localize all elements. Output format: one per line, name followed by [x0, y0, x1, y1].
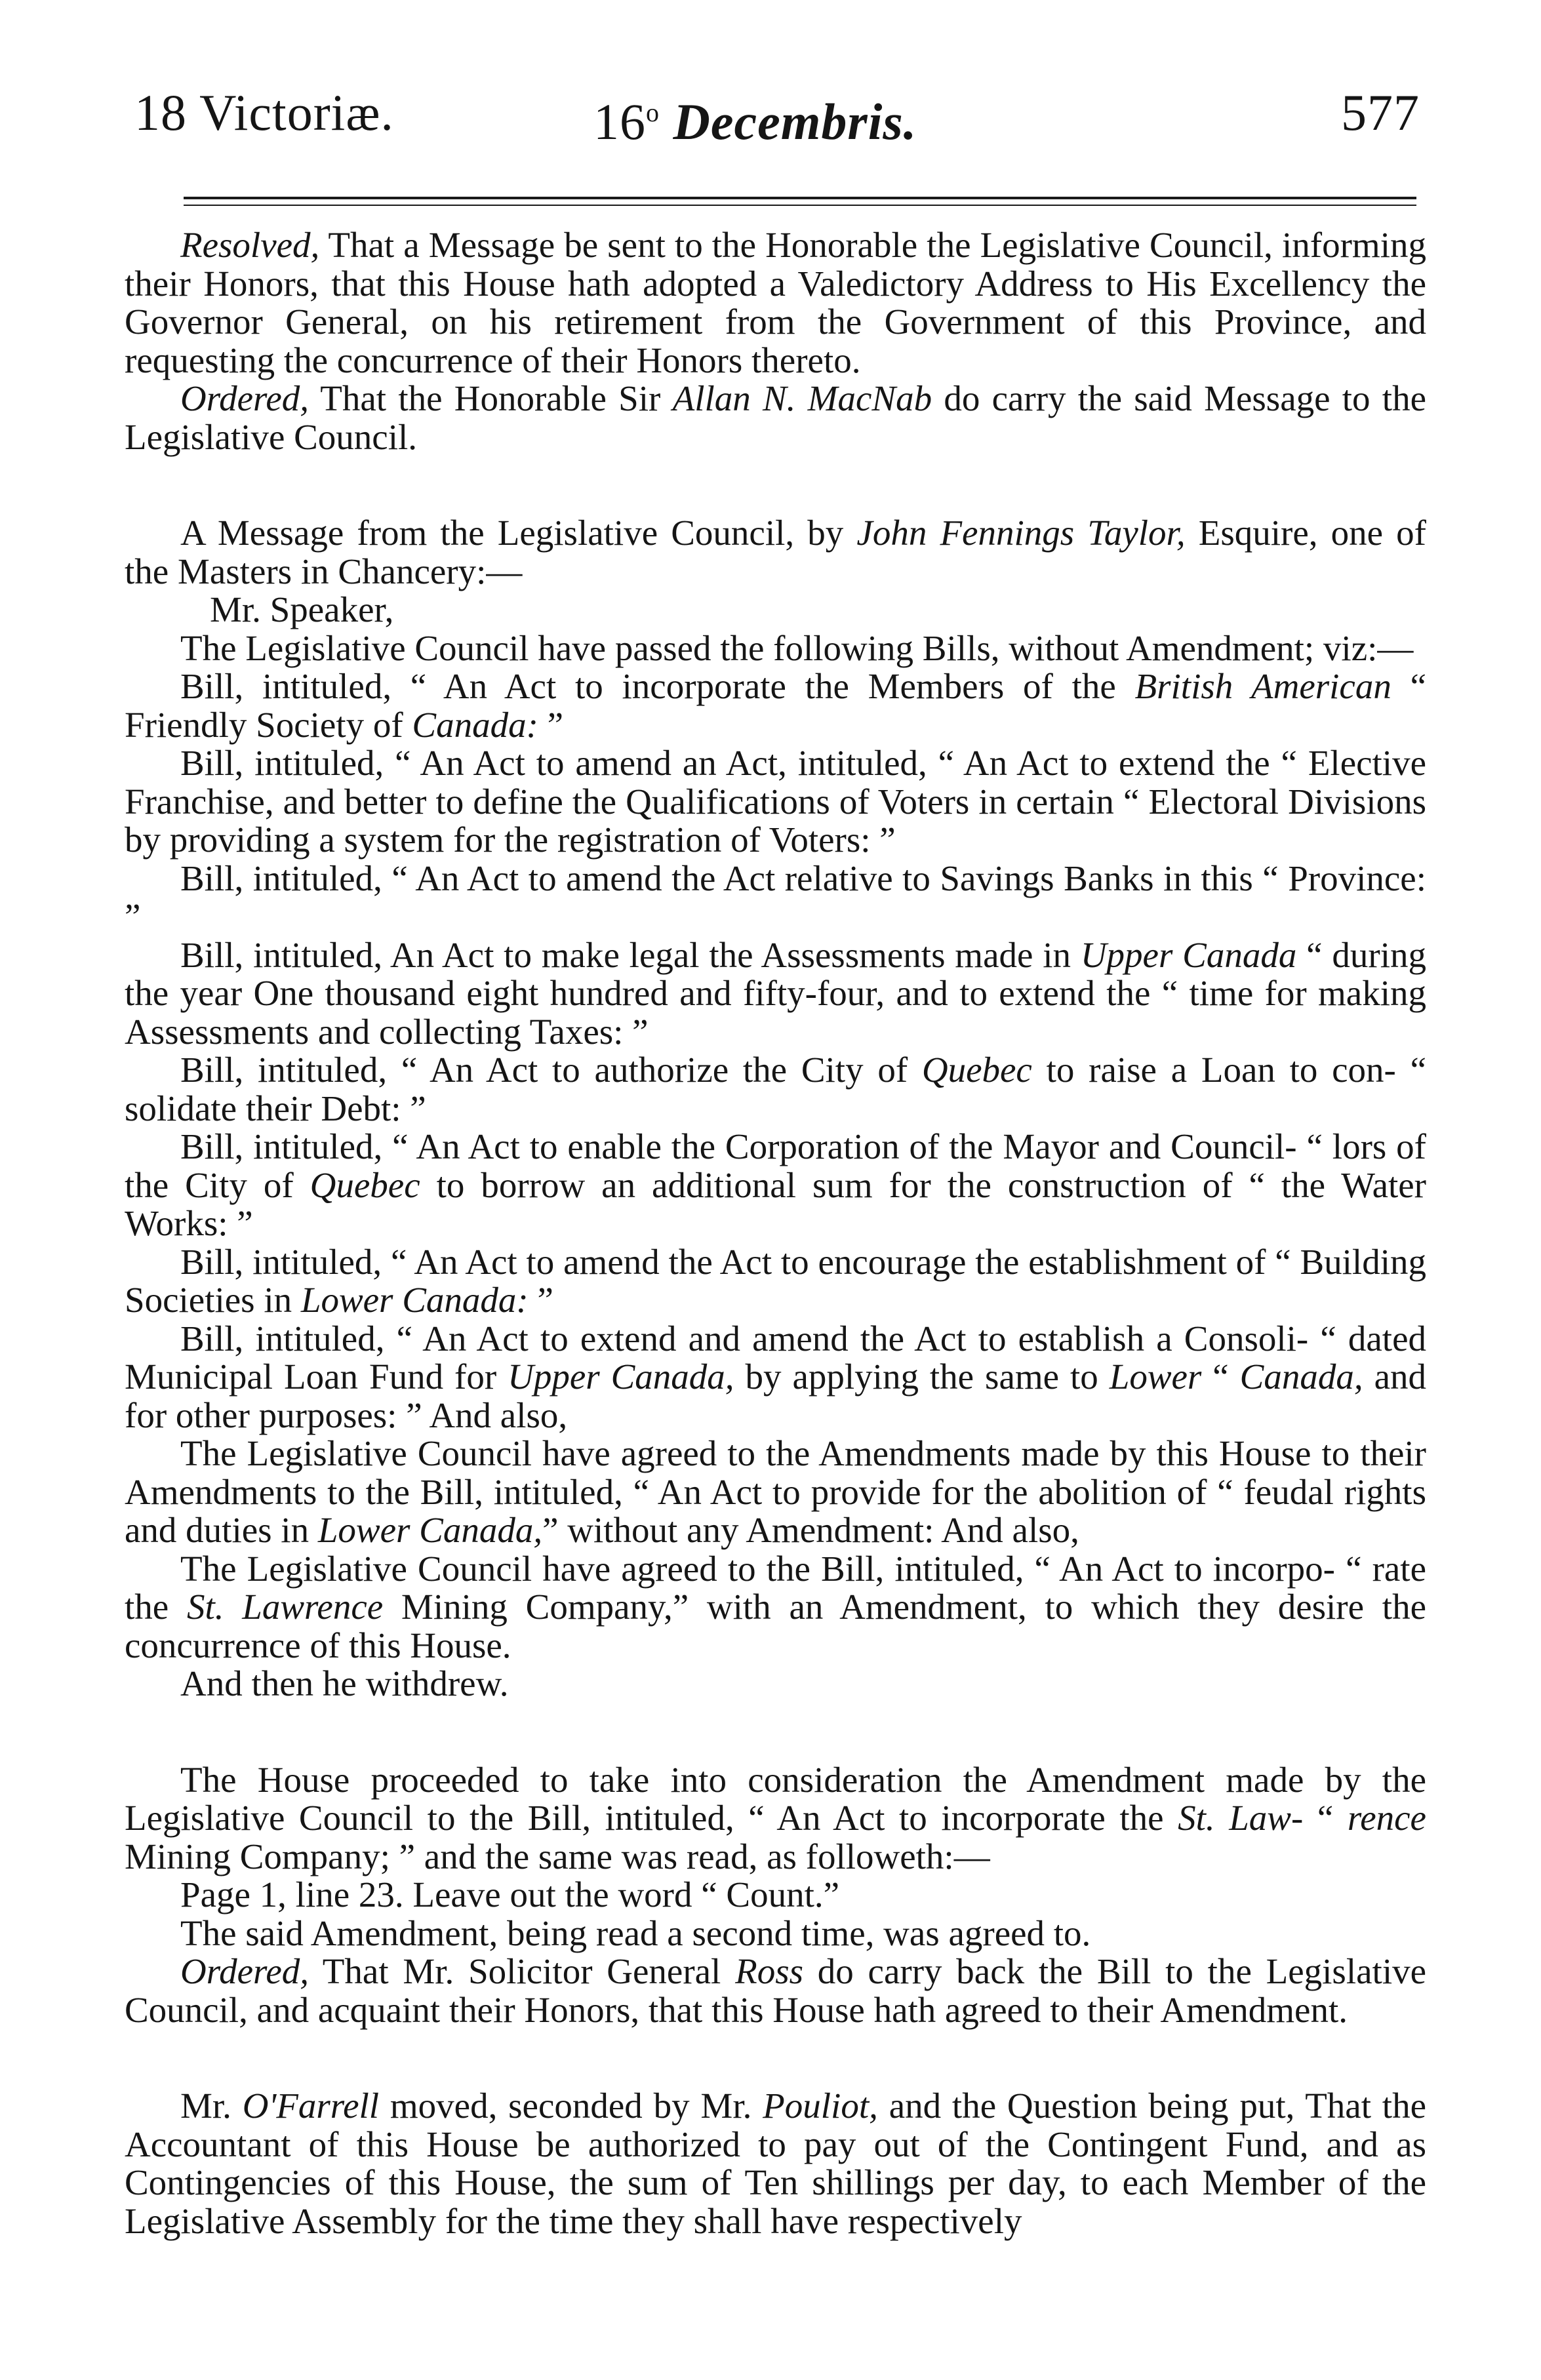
order-paragraph — [125, 380, 1426, 456]
bill-italic: Upper Canada, — [508, 1357, 734, 1397]
bill-text: Bill, intituled, “ An Act to incorporate the Members of the — [180, 666, 1135, 706]
resolution-paragraph — [125, 226, 1426, 380]
resolution-text: That a Message be sent to the Honorable the Legislative Council, informing their Honors, that this House hath adopted a Valedictory Address to His Excellency the Governor General, on his retirement from the Government of this Province, and requesting the concurrence of their Honors thereto. — [125, 225, 1426, 380]
bill-text: “ — [1201, 1357, 1240, 1397]
bill-italic: Quebec — [310, 1164, 420, 1205]
consideration-paragraph — [125, 1761, 1426, 1876]
header-month: Decembris. — [673, 93, 917, 150]
agreement-text: ” without any Amendment: And also, — [542, 1510, 1079, 1550]
ordered-lead: Ordered, — [180, 378, 310, 418]
second-reading-line: The said Amendment, being read a second time, was agreed to. — [180, 1913, 1091, 1953]
motion-text: and the Question being put, That the Accountant of this House be authorized to pay out of the Contingent Fund, and as Contingencies of this House, the sum of Ten shillings per day, to each Member of the Legislative Assembly for the time they shall have respectively — [125, 2086, 1426, 2241]
bill-text: Bill, intituled, An Act to make legal the Assessments made in — [180, 934, 1081, 975]
amendment-line: Page 1, line 23. Leave out the word “ Count.” — [180, 1874, 840, 1914]
agreement-italic: St. Lawrence — [186, 1587, 384, 1627]
section-gap — [125, 456, 1426, 514]
bills-passed: The Legislative Council have passed the following Bills, without Amendment; viz:— — [180, 627, 1414, 668]
bill-italic: Quebec — [921, 1050, 1032, 1090]
bill-item: Bill, intituled, “ An Act to amend the Act relative to Savings Banks in this “ Province: ” — [125, 858, 1426, 936]
consideration-italic: St. Law- — [1178, 1798, 1304, 1838]
bill-item — [125, 936, 1426, 1052]
header-day: 16 — [593, 93, 646, 150]
header-regnal-year: 18 Victoriæ. — [134, 84, 394, 141]
message-intro-b: Esquire, one of the Masters in Chancery:— — [125, 513, 1426, 591]
bill-item: Bill, intituled, “ An Act to amend an Act, intituled, “ An Act to extend the “ Elective Franchise, and better to define the Qualifications of Voters in certain “ Electoral Divisions by providing a system for the registration of Voters: ” — [125, 743, 1426, 860]
motion-text: moved, seconded by Mr. — [379, 2086, 763, 2126]
running-header — [134, 73, 1420, 152]
consideration-text: “ — [1303, 1798, 1348, 1838]
bill-item — [125, 1051, 1426, 1128]
bill-text: ” — [528, 1280, 553, 1320]
message-intro-a: A Message from the Legislative Council, by — [180, 513, 857, 553]
bill-text: to raise a Loan to con- “ solidate their Debt: ” — [125, 1050, 1426, 1128]
journal-body — [125, 226, 1426, 2240]
section-gap — [125, 1703, 1426, 1761]
member-name: Allan N. MacNab — [672, 378, 932, 418]
bill-item — [125, 1243, 1426, 1320]
bill-italic: Canada: — [412, 704, 538, 745]
bill-item — [125, 1320, 1426, 1435]
header-rule-thin — [184, 205, 1416, 206]
agreement-text: The Legislative Council have agreed to the Amendments made by this House to their Amendments to the Bill, intituled, “ An Act to provide for the abolition of “ feudal rights and duties in — [125, 1433, 1426, 1550]
bill-italic: British American — [1134, 666, 1391, 706]
order-text-a: That Mr. Solicitor General — [309, 1951, 736, 1991]
member-name: Ross — [735, 1951, 804, 1991]
resolved-lead: Resolved, — [180, 225, 320, 265]
seconder-name: Pouliot, — [763, 2086, 878, 2126]
motion-paragraph — [125, 2087, 1426, 2240]
salutation: Mr. Speaker, — [210, 589, 394, 629]
order-paragraph — [125, 1953, 1426, 2029]
agreement-italic: Lower Canada, — [317, 1510, 543, 1550]
bill-text: to borrow an additional sum for the construction of “ the Water Works: ” — [125, 1164, 1426, 1243]
order-text-a: That the Honorable Sir — [309, 378, 673, 418]
consideration-italic: rence — [1347, 1798, 1426, 1838]
section-gap — [125, 2029, 1426, 2087]
bill-text: Bill, intituled, “ An Act to enable the Corporation of the Mayor and Council- “ lors of the City of — [125, 1126, 1426, 1205]
motion-text: Mr. — [180, 2086, 243, 2126]
consideration-text: The House proceeded to take into consideration the Amendment made by the Legislative Council to the Bill, intituled, “ An Act to incorporate the — [125, 1759, 1426, 1838]
header-date — [593, 73, 917, 161]
messenger-name: John Fennings Taylor, — [856, 513, 1186, 553]
agreement-paragraph — [125, 1550, 1426, 1665]
withdrew-line: And then he withdrew. — [180, 1663, 509, 1703]
bill-text: Bill, intituled, “ An Act to extend and amend the Act to establish a Consoli- “ dated Municipal Loan Fund for — [125, 1318, 1426, 1397]
bill-italic: Lower Canada: — [300, 1280, 529, 1320]
bill-text: Bill, intituled, “ An Act to amend the Act to encourage the establishment of “ Building Societies in — [125, 1241, 1426, 1320]
bill-italic: Lower — [1109, 1357, 1202, 1397]
bill-text: and for other purposes: ” And also, — [125, 1357, 1426, 1435]
bill-italic: Canada, — [1239, 1357, 1363, 1397]
bill-item — [125, 667, 1426, 744]
order-text-b: do carry back the Bill to the Legislative Council, and acquaint their Honors, that this House hath agreed to their Amendment. — [125, 1951, 1427, 2030]
order-text-b: do carry the said Message to the Legislative Council. — [125, 378, 1426, 457]
consideration-text: Mining Company; ” and the same was read, as followeth:— — [125, 1836, 990, 1876]
header-day-suffix: o — [646, 98, 660, 127]
bill-italic: Upper Canada — [1080, 934, 1297, 975]
agreement-text: Mining Company,” with an Amendment, to which they desire the concurrence of this House. — [125, 1587, 1427, 1665]
bill-text: “ Friendly Society of — [125, 666, 1426, 745]
bill-text: Bill, intituled, “ An Act to authorize the City of — [180, 1050, 922, 1090]
bill-text: ” — [538, 704, 564, 745]
message-intro — [125, 514, 1426, 591]
ordered-lead: Ordered, — [180, 1951, 310, 1991]
agreement-paragraph — [125, 1435, 1426, 1550]
bill-text: by applying the same to — [734, 1357, 1110, 1397]
bill-item — [125, 1128, 1426, 1243]
mover-name: O'Farrell — [242, 2086, 380, 2126]
page-number: 577 — [1341, 84, 1420, 141]
bill-text: “ during the year One thousand eight hundred and fifty-four, and to extend the “ time for making Assessments and collecting Taxes: ” — [125, 934, 1426, 1052]
agreement-text: The Legislative Council have agreed to the Bill, intituled, “ An Act to incorpo- “ rate the — [125, 1548, 1426, 1627]
header-rule-thick — [184, 197, 1416, 199]
